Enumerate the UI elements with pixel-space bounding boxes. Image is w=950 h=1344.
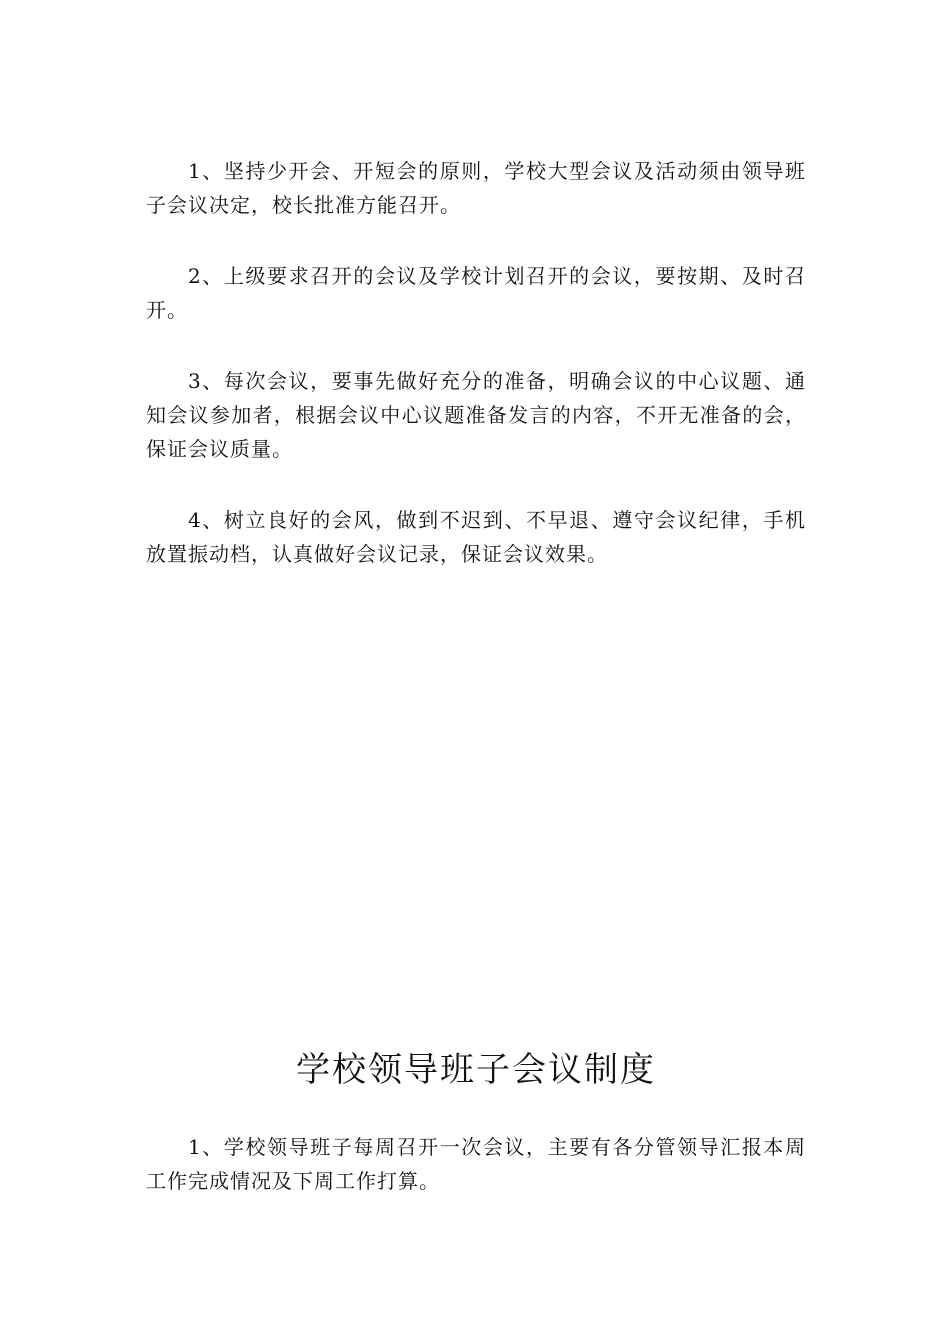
rule-paragraph-3: 3、每次会议，要事先做好充分的准备，明确会议的中心议题、通知会议参加者，根据会议中心议题准备发言的内容，不开无准备的会，保证会议质量。 — [146, 369, 806, 461]
leadership-meeting-section — [146, 1044, 806, 1235]
section-title: 学校领导班子会议制度 — [296, 1050, 656, 1090]
rule-paragraph-2: 2、上级要求召开的会议及学校计划召开的会议，要按期、及时召开。 — [146, 264, 806, 322]
rule-paragraph-4: 4、树立良好的会风，做到不迟到、不早退、遵守会议纪律，手机放置振动档，认真做好会议记录，保证会议效果。 — [146, 508, 806, 566]
leadership-paragraph-1: 1、学校领导班子每周召开一次会议，主要有各分管领导汇报本周工作完成情况及下周工作打算。 — [146, 1135, 806, 1193]
meeting-rules-section — [146, 154, 806, 608]
rule-paragraph-1: 1、坚持少开会、开短会的原则，学校大型会议及活动须由领导班子会议决定，校长批准方能召开。 — [146, 159, 806, 217]
